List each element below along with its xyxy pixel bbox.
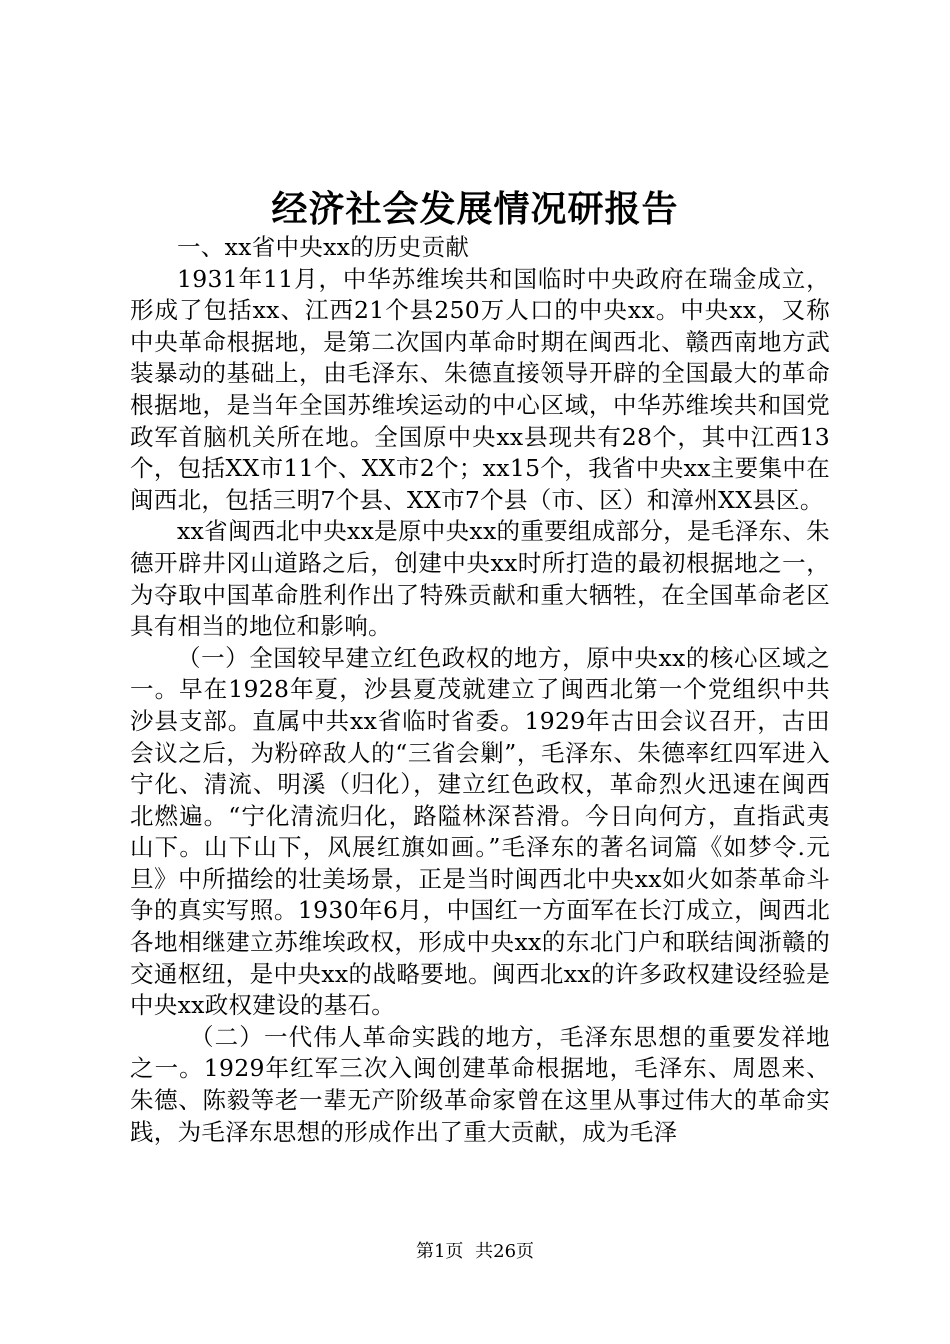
paragraph: （一）全国较早建立红色政权的地方，原中央xx的核心区域之一。早在1928年夏，沙县夏茂就建立了闽西北第一个党组织中共沙县支部。直属中共xx省临时省委。1929年古田会议召开，古田会议之后，为粉碎敌人的“三省会剿”，毛泽东、朱德率红四军进入宁化、清流、明溪（归化），建立红色政权，革命烈火迅速在闽西北燃遍。“宁化清流归化，路隘林深苔滑。今日向何方，直指武夷山下。山下山下，风展红旗如画。”毛泽东的著名词篇《如梦令.元旦》中所描绘的壮美场景，正是当时闽西北中央xx如火如荼革命斗争的真实写照。1930年6月，中国红一方面军在长汀成立，闽西北各地相继建立苏维埃政权，形成中央xx的东北门户和联结闽浙赣的交通枢纽，是中央xx的战略要地。闽西北xx的许多政权建设经验是中央xx政权建设的基石。 bbox=[130, 643, 830, 1020]
page-footer bbox=[0, 1240, 950, 1264]
paragraph: （二）一代伟人革命实践的地方，毛泽东思想的重要发祥地之一。1929年红军三次入闽创建革命根据地，毛泽东、周恩来、朱德、陈毅等老一辈无产阶级革命家曾在这里从事过伟大的革命实践，为毛泽东思想的形成作出了重大贡献，成为毛泽 bbox=[130, 1022, 830, 1146]
page-number: 第1页 bbox=[415, 1241, 464, 1262]
paragraph: 1931年11月，中华苏维埃共和国临时中央政府在瑞金成立，形成了包括xx、江西21个县250万人口的中央xx。中央xx，又称中央革命根据地，是第二次国内革命时期在闽西北、赣西南地方武装暴动的基础上，由毛泽东、朱德直接领导开辟的全国最大的革命根据地，是当年全国苏维埃运动的中心区域，中华苏维埃共和国党政军首脑机关所在地。全国原中央xx县现共有28个，其中江西13个，包括XX市11个、XX市2个；xx15个，我省中央xx主要集中在闽西北，包括三明7个县、XX市7个县（市、区）和漳州XX县区。 bbox=[130, 264, 830, 514]
section-heading: 一、xx省中央xx的历史贡献 bbox=[177, 233, 470, 261]
document-body bbox=[130, 232, 830, 1148]
paragraph: xx省闽西北中央xx是原中央xx的重要组成部分，是毛泽东、朱德开辟井冈山道路之后，创建中央xx时所打造的最初根据地之一，为夺取中国革命胜利作出了特殊贡献和重大牺牲，在全国革命老区具有相当的地位和影响。 bbox=[130, 517, 830, 641]
document-title: 经济社会发展情况研报告 bbox=[271, 188, 679, 230]
page-total: 共26页 bbox=[475, 1241, 535, 1262]
